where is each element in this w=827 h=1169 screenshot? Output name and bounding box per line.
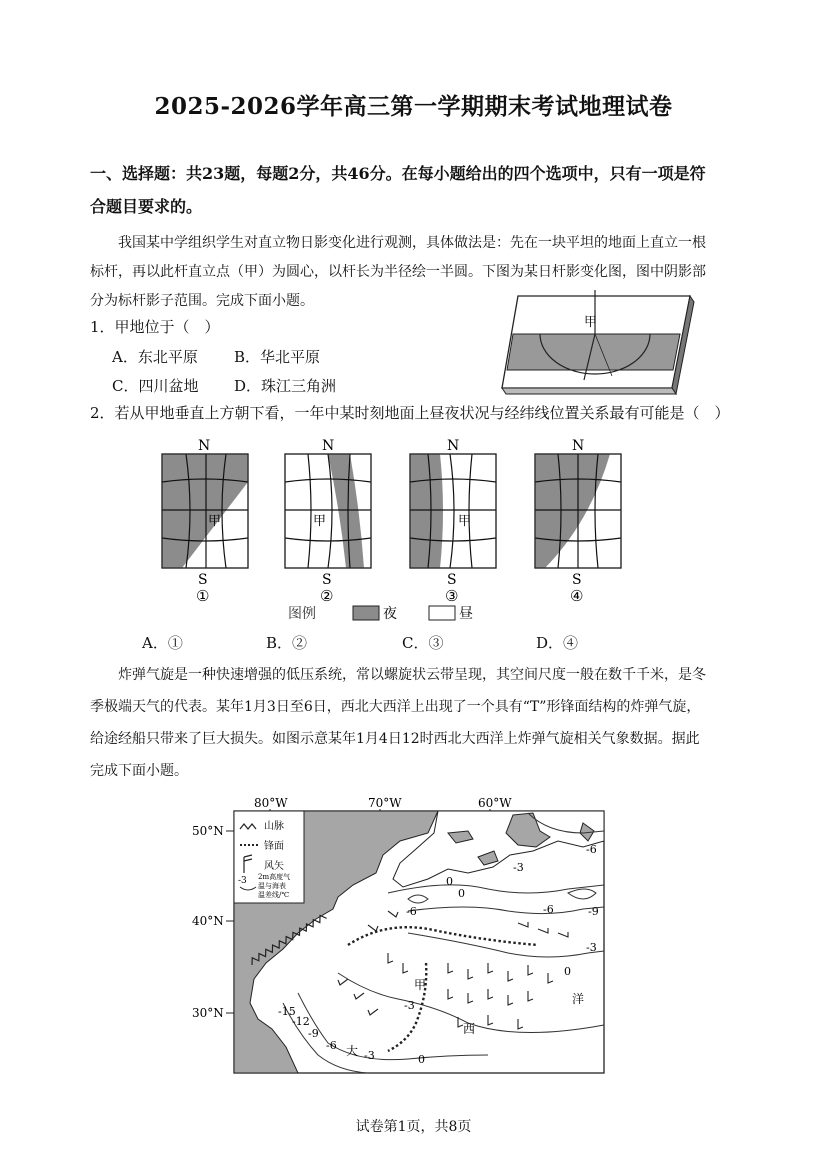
contour-label: -3	[513, 861, 524, 874]
lon-label: 70°W	[368, 796, 402, 810]
q1-option-d[interactable]: D．珠江三角洲	[234, 377, 337, 395]
contour-label: 0	[418, 1053, 425, 1066]
passage-line: 我国某中学组织学生对直立物日影变化进行观测，具体做法是：先在一块平坦的地面上直立一根	[118, 235, 706, 251]
contour-label: -6	[543, 903, 554, 916]
panel-number: ①	[196, 587, 210, 605]
point-jia: 甲	[458, 514, 472, 529]
panel-number: ④	[570, 587, 584, 605]
panel-number: ③	[445, 587, 459, 605]
contour-label: 0	[446, 875, 453, 888]
daynight-panel-2	[285, 438, 371, 605]
contour-label: -6	[406, 905, 417, 918]
north-label: N	[322, 438, 335, 454]
contour-label: 0	[564, 965, 571, 978]
daynight-panel-3	[410, 438, 496, 605]
legend-iso-line3: 温差线/℃	[258, 891, 290, 899]
south-label: S	[572, 572, 582, 588]
daynight-panel-4	[535, 438, 621, 605]
section-heading	[90, 157, 750, 223]
legend-iso-line2: 温与海表	[258, 882, 286, 890]
contour-label: -15	[278, 1005, 296, 1018]
question-2-stem: 2．若从甲地垂直上方朝下看，一年中某时刻地面上昼夜状况与经纬线位置关系最有可能是（ ）	[90, 404, 730, 422]
q2-option-c[interactable]: C．③	[402, 634, 444, 652]
cyclone-map	[188, 793, 618, 1083]
contour-label: -9	[308, 1027, 319, 1040]
legend-front: 锋面	[264, 841, 284, 852]
passage-line: 分为标杆影子范围。完成下面小题。	[90, 293, 314, 309]
panel-number: ②	[320, 587, 334, 605]
ocean-label: 大	[346, 1044, 359, 1058]
daynight-legend	[288, 606, 473, 622]
question-1-stem: 1．甲地位于（ ）	[90, 318, 220, 336]
lat-label: 40°N	[192, 914, 224, 928]
legend-night: 夜	[383, 606, 397, 622]
q1-option-a[interactable]: A．东北平原	[112, 348, 198, 366]
shadow-figure	[500, 290, 695, 395]
legend-wind: 风矢	[264, 861, 284, 872]
north-label: N	[198, 438, 211, 454]
point-jia: 甲	[313, 514, 327, 529]
legend-title: 图例	[288, 606, 316, 622]
south-label: S	[198, 572, 208, 588]
passage-cyclone	[90, 659, 740, 787]
q2-option-d[interactable]: D．④	[536, 634, 579, 652]
daynight-figure	[150, 432, 640, 630]
contour-label: -3	[364, 1049, 375, 1062]
legend-mountain: 山脉	[264, 821, 284, 832]
north-label: N	[572, 438, 585, 454]
ocean-label: 西	[463, 1022, 476, 1036]
legend-iso-line1: 2m高度气	[258, 873, 291, 881]
section-heading-line2: 合题目要求的。	[90, 197, 203, 216]
contour-label: -3	[586, 941, 597, 954]
passage-line: 炸弹气旋是一种快速增强的低压系统，常以螺旋状云带呈现，其空间尺度一般在数千千米，是冬	[118, 667, 706, 683]
north-label: N	[447, 438, 460, 454]
passage-line: 季极端天气的代表。某年1月3日至6日，西北大西洋上出现了一个具有“T”形锋面结构的炸弹气旋，	[90, 699, 701, 715]
q1-option-b[interactable]: B．华北平原	[234, 348, 321, 366]
contour-label: -9	[588, 905, 599, 918]
passage-line: 完成下面小题。	[90, 763, 188, 779]
legend-day: 昼	[459, 606, 473, 622]
contour-label: 0	[458, 887, 465, 900]
shadow-label-jia: 甲	[584, 315, 598, 330]
page-footer: 试卷第1页，共8页	[355, 1119, 472, 1135]
daynight-panel-1	[162, 438, 248, 605]
ocean-label: 洋	[572, 992, 585, 1006]
contour-label: -6	[586, 843, 597, 856]
contour-label: -12	[292, 1015, 310, 1028]
lat-label: 50°N	[192, 824, 224, 838]
contour-label: -6	[326, 1039, 337, 1052]
contour-label: -3	[404, 999, 415, 1012]
q1-option-c[interactable]: C．四川盆地	[112, 377, 199, 395]
legend-iso-label: -3	[238, 876, 247, 886]
passage-line: 标杆，再以此杆直立点（甲）为圆心，以杆长为半径绘一半圆。下图为某日杆影变化图，图中阴影部	[90, 264, 706, 280]
point-jia: 甲	[208, 514, 222, 529]
lon-label: 60°W	[478, 796, 512, 810]
south-label: S	[322, 572, 332, 588]
south-label: S	[447, 572, 457, 588]
q2-option-b[interactable]: B．②	[266, 634, 308, 652]
q2-option-a[interactable]: A．①	[142, 634, 183, 652]
lon-label: 80°W	[254, 796, 288, 810]
section-heading-line1: 一、选择题：共23题，每题2分，共46分。在每小题给出的四个选项中，只有一项是符	[90, 164, 706, 183]
map-point-jia: 甲	[414, 978, 427, 992]
lat-label: 30°N	[192, 1006, 224, 1020]
page-title: 2025-2026学年高三第一学期期末考试地理试卷	[154, 93, 673, 120]
passage-line: 给途经船只带来了巨大损失。如图示意某年1月4日12时西北大西洋上炸弹气旋相关气象数据。据此	[90, 731, 700, 747]
